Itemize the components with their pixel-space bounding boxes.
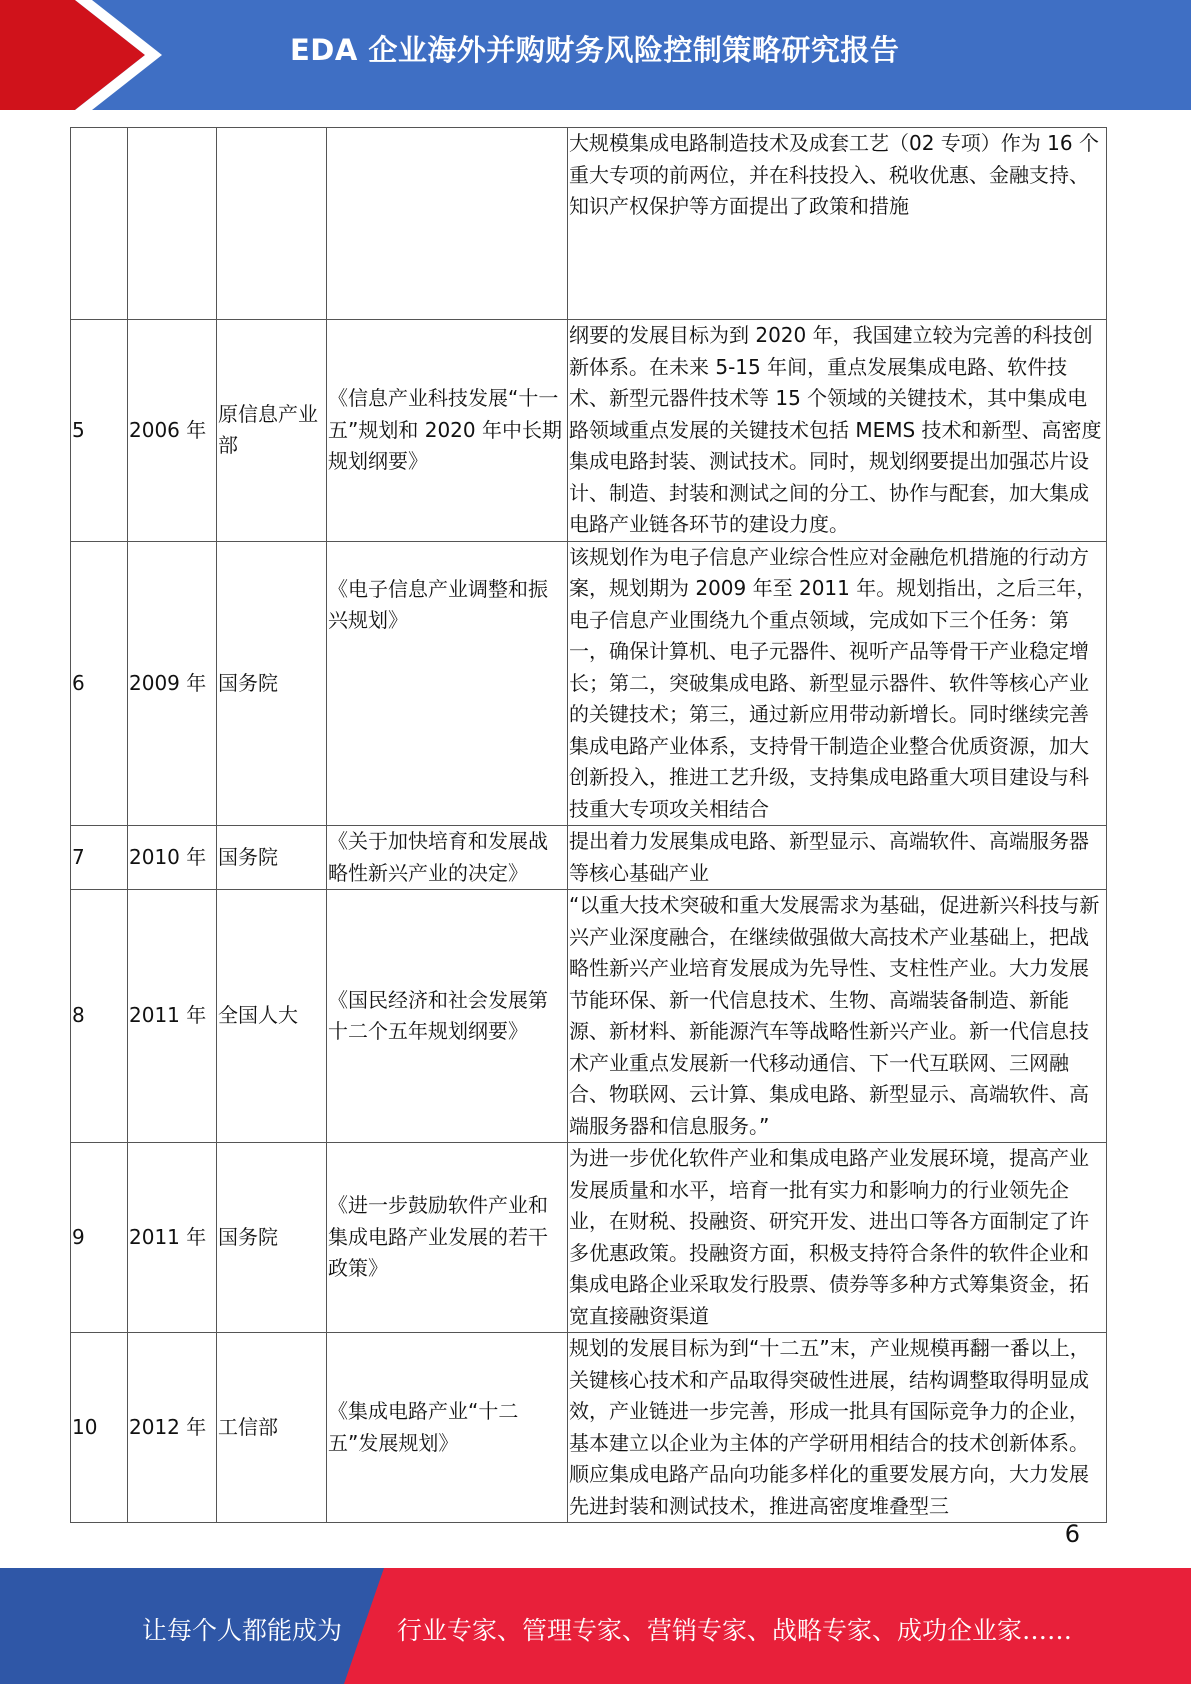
page-number: 6 (1064, 1520, 1080, 1548)
cell-content: 提出着力发展集成电路、新型显示、高端软件、高端服务器等核心基础产业 (568, 826, 1107, 890)
policy-table (70, 127, 1107, 1523)
cell-doc: 《国民经济和社会发展第十二个五年规划纲要》 (327, 890, 568, 1143)
cell-content: 规划的发展目标为到“十二五”末，产业规模再翻一番以上，关键核心技术和产品取得突破性进展，结构调整取得明显成效，产业链进一步完善，形成一批具有国际竞争力的企业，基本建立以企业为主体的产学研用相结合的技术创新体系。顺应集成电路产品向功能多样化的重要发展方向，大力发展先进封装和测试技术，推进高密度堆叠型三 (568, 1333, 1107, 1523)
cell-dept: 国务院 (217, 541, 327, 826)
cell-year: 2012 年 (128, 1333, 217, 1523)
cell-no: 7 (71, 826, 128, 890)
cell-doc: 《集成电路产业“十二五”发展规划》 (327, 1333, 568, 1523)
footer-slogan-left: 让每个人都能成为 (142, 1616, 343, 1645)
cell-dept: 国务院 (217, 1143, 327, 1333)
page-header (0, 0, 1191, 110)
footer-slogan-right: 行业专家、管理专家、营销专家、战略专家、成功企业家…… (397, 1616, 1073, 1645)
page-title: EDA 企业海外并购财务风险控制策略研究报告 (290, 33, 900, 67)
cell-doc: 《关于加快培育和发展战略性新兴产业的决定》 (327, 826, 568, 890)
cell-content: 纲要的发展目标为到 2020 年，我国建立较为完善的科技创新体系。在未来 5-15 年间，重点发展集成电路、软件技术、新型元器件技术等 15 个领域的关键技术，其中集成电路领域重点发展的关键技术包括 MEMS 技术和新型、高密度集成电路封装、测试技术。同时，规划纲要提出加强芯片设计、制造、封装和测试之间的分工、协作与配套，加大集成电路产业链各环节的建设力度。 (568, 320, 1107, 542)
cell-no: 10 (71, 1333, 128, 1523)
cell-year: 2011 年 (128, 890, 217, 1143)
cell-dept: 国务院 (217, 826, 327, 890)
cell-doc: 《电子信息产业调整和振兴规划》 (327, 541, 568, 826)
cell-no: 9 (71, 1143, 128, 1333)
cell-content: 大规模集成电路制造技术及成套工艺（02 专项）作为 16 个重大专项的前两位，并在科技投入、税收优惠、金融支持、知识产权保护等方面提出了政策和措施 (568, 128, 1107, 320)
cell-dept: 全国人大 (217, 890, 327, 1143)
table-row (71, 826, 1107, 890)
cell-content: 该规划作为电子信息产业综合性应对金融危机措施的行动方案，规划期为 2009 年至 2011 年。规划指出，之后三年，电子信息产业围绕九个重点领域，完成如下三个任务：第一，确保计算机、电子元器件、视听产品等骨干产业稳定增长；第二，突破集成电路、新型显示器件、软件等核心产业的关键技术；第三，通过新应用带动新增长。同时继续完善集成电路产业体系，支持骨干制造企业整合优质资源，加大创新投入，推进工艺升级，支持集成电路重大项目建设与科技重大专项攻关相结合 (568, 541, 1107, 826)
cell-year (128, 128, 217, 320)
cell-no: 8 (71, 890, 128, 1143)
cell-doc (327, 128, 568, 320)
table-row (71, 1333, 1107, 1523)
cell-no (71, 128, 128, 320)
header-red-chevron (0, 0, 145, 110)
cell-content: “以重大技术突破和重大发展需求为基础，促进新兴科技与新兴产业深度融合，在继续做强做大高技术产业基础上，把战略性新兴产业培育发展成为先导性、支柱性产业。大力发展节能环保、新一代信息技术、生物、高端装备制造、新能源、新材料、新能源汽车等战略性新兴产业。新一代信息技术产业重点发展新一代移动通信、下一代互联网、三网融合、物联网、云计算、集成电路、新型显示、高端软件、高端服务器和信息服务。” (568, 890, 1107, 1143)
cell-dept: 工信部 (217, 1333, 327, 1523)
cell-no: 5 (71, 320, 128, 542)
cell-dept: 原信息产业部 (217, 320, 327, 542)
cell-doc: 《进一步鼓励软件产业和集成电路产业发展的若干政策》 (327, 1143, 568, 1333)
cell-year: 2010 年 (128, 826, 217, 890)
cell-year: 2011 年 (128, 1143, 217, 1333)
cell-year: 2006 年 (128, 320, 217, 542)
cell-dept (217, 128, 327, 320)
table-row (71, 128, 1107, 320)
table-row (71, 890, 1107, 1143)
table-row (71, 541, 1107, 826)
cell-no: 6 (71, 541, 128, 826)
cell-content: 为进一步优化软件产业和集成电路产业发展环境，提高产业发展质量和水平，培育一批有实力和影响力的行业领先企业，在财税、投融资、研究开发、进出口等各方面制定了许多优惠政策。投融资方面，积极支持符合条件的软件企业和集成电路企业采取发行股票、债券等多种方式筹集资金，拓宽直接融资渠道 (568, 1143, 1107, 1333)
table-row (71, 1143, 1107, 1333)
cell-year: 2009 年 (128, 541, 217, 826)
page-footer (0, 1568, 1191, 1684)
table-row (71, 320, 1107, 542)
cell-doc: 《信息产业科技发展“十一五”规划和 2020 年中长期规划纲要》 (327, 320, 568, 542)
